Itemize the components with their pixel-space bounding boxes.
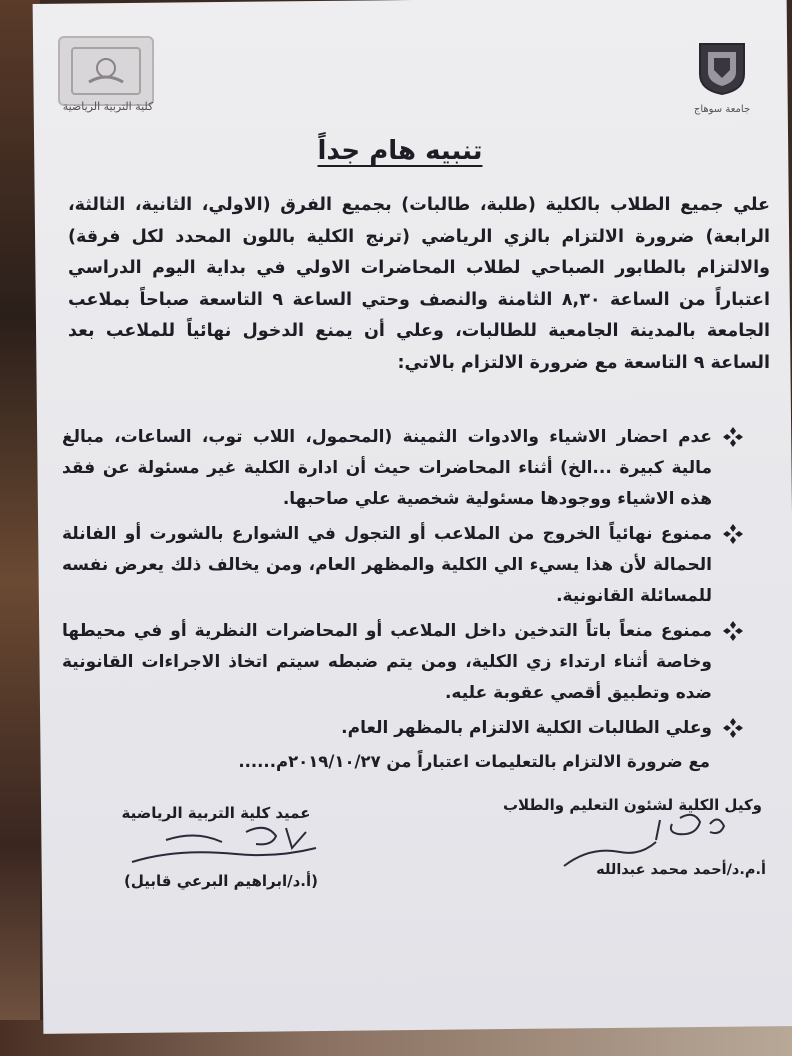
diamond-cluster-icon	[722, 523, 744, 545]
faculty-logo	[58, 36, 154, 106]
list-item-text: ممنوع منعاً باتاً التدخين داخل الملاعب أو المحاضرات النظرية أو في محيطها وخاصة أثناء ارتداء زي الكلية، ومن يتم ضبطه سيتم اتخاذ الاجراءات القانونية ضده وتطبيق أقصي عقوبة عليه.	[62, 621, 712, 703]
university-logo-caption: جامعة سوهاج	[693, 104, 751, 115]
notice-title: تنبيه هام جداً	[317, 136, 483, 166]
instructions-list	[62, 422, 748, 744]
faculty-logo-emblem	[71, 47, 141, 95]
dean-name: (أ.د/ابراهيم البرعي قابيل)	[124, 872, 318, 890]
faculty-emblem-icon	[81, 56, 131, 86]
faculty-logo-caption: كلية التربية الرياضية	[62, 100, 154, 113]
list-item	[62, 519, 748, 612]
dean-signature	[126, 818, 326, 874]
list-item	[62, 422, 748, 515]
university-logo	[690, 40, 754, 96]
diamond-cluster-icon	[722, 620, 744, 642]
dean-title: عميد كلية التربية الرياضية	[121, 804, 311, 822]
intro-paragraph: علي جميع الطلاب بالكلية (طلبة، طالبات) بجميع الفرق (الاولي، الثانية، الثالثة، الرابعة) ضرورة الالتزام بالزي الرياضي (ترنج الكلية باللون المحدد لكل فرقة) والالتزام بالطابور الصباحي لطلاب المحاضرات الاولي في بداية اليوم الدراسي اعتباراً من الساعة ٨,٣٠ الثامنة والنصف وحتي الساعة ٩ التاسعة صباحاً بملاعب الجامعة بالمدينة الجامعية للطالبات، وعلي أن يمنع الدخول نهائياً للملاعب بعد الساعة ٩ التاسعة مع ضرورة الالتزام بالاتي:	[68, 195, 771, 373]
closing-line: مع ضرورة الالتزام بالتعليمات اعتباراً من ٢٠١٩/١٠/٢٧م......	[238, 752, 710, 771]
vice-dean-title: وكيل الكلية لشئون التعليم والطلاب	[502, 796, 762, 814]
list-item-text: ممنوع نهائياً الخروج من الملاعب أو التجول في الشوارع بالشورت أو الفانلة الحمالة لأن هذا يسيء الي الكلية والمظهر العام، ومن يخالف ذلك يعرض نفسه للمسائلة القانونية.	[62, 524, 712, 606]
list-item-text: عدم احضار الاشياء والادوات الثمينة (المحمول، اللاب توب، الساعات، مبالغ مالية كبيرة ...الخ) أثناء المحاضرات حيث أن ادارة الكلية غير مسئولة عن فقد هذه الاشياء ووجودها مسئولية شخصية علي صاحبها.	[62, 427, 712, 509]
vice-dean-name: أ.م.د/أحمد محمد عبدالله	[596, 862, 766, 878]
list-item	[62, 616, 748, 709]
university-crest-icon	[692, 40, 752, 96]
list-item	[62, 713, 748, 744]
diamond-cluster-icon	[722, 426, 744, 448]
diamond-cluster-icon	[722, 717, 744, 739]
list-item-text: وعلي الطالبات الكلية الالتزام بالمظهر العام.	[341, 718, 712, 738]
